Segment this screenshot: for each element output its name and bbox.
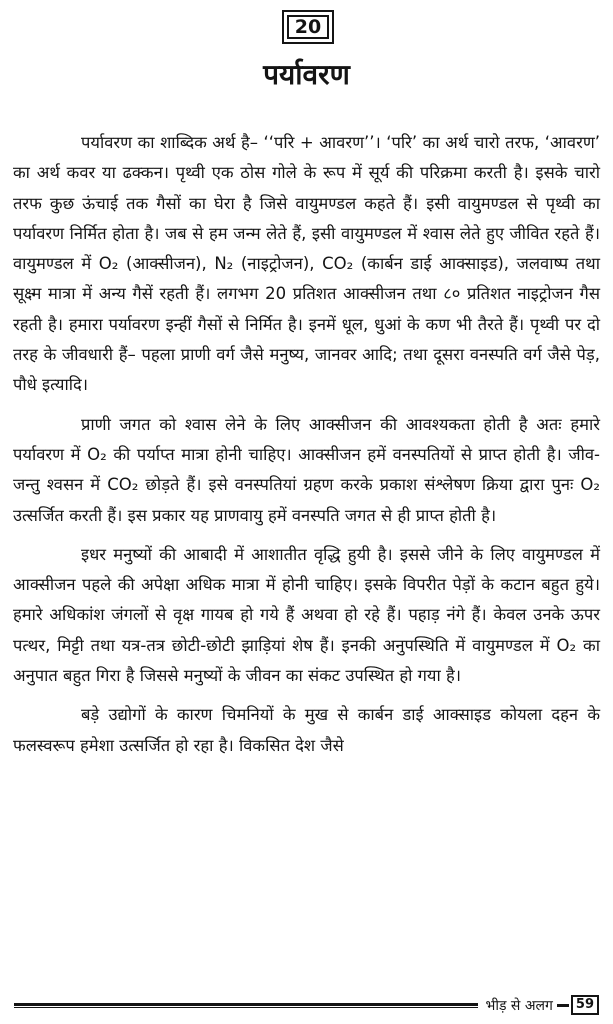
paragraph: प्राणी जगत को श्वास लेने के लिए आक्सीजन की आवश्यकता होती है अतः हमारे पर्यावरण में O₂ की पर्याप्त मात्रा होनी चाहिए। आक्सीजन हमें वनस्पतियों से प्राप्त होती है। जीव-जन्तु श्वसन में CO₂ छोड़ते हैं। इसे वनस्पतियां ग्रहण करके प्रकाश संश्लेषण क्रिया द्वारा पुनः O₂ उत्सर्जित करती हैं। इस प्रकार यह प्राणवायु हमें वनस्पति जगत से ही प्राप्त होती है।: [13, 414, 600, 525]
chapter-title: पर्यावरण: [263, 58, 350, 91]
paragraph: पर्यावरण का शाब्दिक अर्थ है– ‘‘परि + आवरण’’। ‘परि’ का अर्थ चारो तरफ, ‘आवरण’ का अर्थ कवर या ढक्कन। पृथ्वी एक ठोस गोले के रूप में सूर्य की परिक्रमा करती है। इसके चारो तरफ कुछ ऊंचाई तक गैसों का घेरा है जिसे वायुमण्डल कहते हैं। इसी वायुमण्डल से पृथ्वी का पर्यावरण निर्मित होता है। जब से हम जन्म लेते हैं, इसी वायुमण्डल में श्वास लेते हुए जीवित रहते हैं। वायुमण्डल में O₂ (आक्सीजन), N₂ (नाइट्रोजन), CO₂ (कार्बन डाई आक्साइड), जलवाष्प तथा सूक्ष्म मात्रा में अन्य गैसें रहती हैं। लगभग 20 प्रतिशत आक्सीजन तथा ८० प्रतिशत नाइट्रोजन गैस रहती है। हमारा पर्यावरण इन्हीं गैसों से निर्मित है। इनमें धूल, धुआं के कण भी तैरते हैं। पृथ्वी पर दो तरह के जीवधारी हैं– पहला प्राणी वर्ग जैसे मनुष्य, जानवर आदि; तथा दूसरा वनस्पति वर्ग जैसे पेड़, पौधे इत्यादि।: [13, 133, 600, 395]
page-footer: [14, 993, 599, 1017]
chapter-body: [13, 128, 600, 761]
footer-dash: [557, 1004, 569, 1007]
footer-rule: [14, 1003, 478, 1008]
page-number: 59: [571, 995, 599, 1015]
book-title: भीड़ से अलग: [485, 997, 553, 1014]
chapter-number-box: [282, 10, 334, 44]
chapter-number: 20: [287, 15, 329, 39]
paragraph: इधर मनुष्यों की आबादी में आशातीत वृद्धि हुयी है। इससे जीने के लिए वायुमण्डल में आक्सीजन पहले की अपेक्षा अधिक मात्रा में होनी चाहिए। इसके विपरीत पेड़ों के कटान बहुत हुये। हमारे अधिकांश जंगलों से वृक्ष गायब हो गये हैं अथवा हो रहे हैं। पहाड़ नंगे हैं। केवल उनके ऊपर पत्थर, मिट्टी तथा यत्र-तत्र छोटी-छोटी झाड़ियां शेष हैं। इनकी अनुपस्थिति में वायुमण्डल में O₂ का अनुपात बहुत गिरा है जिससे मनुष्यों के जीवन का संकट उपस्थित हो गया है।: [13, 544, 600, 686]
paragraph: बड़े उद्योगों के कारण चिमनियों के मुख से कार्बन डाई आक्साइड कोयला दहन के फलस्वरूप हमेशा उत्सर्जित हो रहा है। विकसित देश जैसे: [13, 705, 600, 755]
